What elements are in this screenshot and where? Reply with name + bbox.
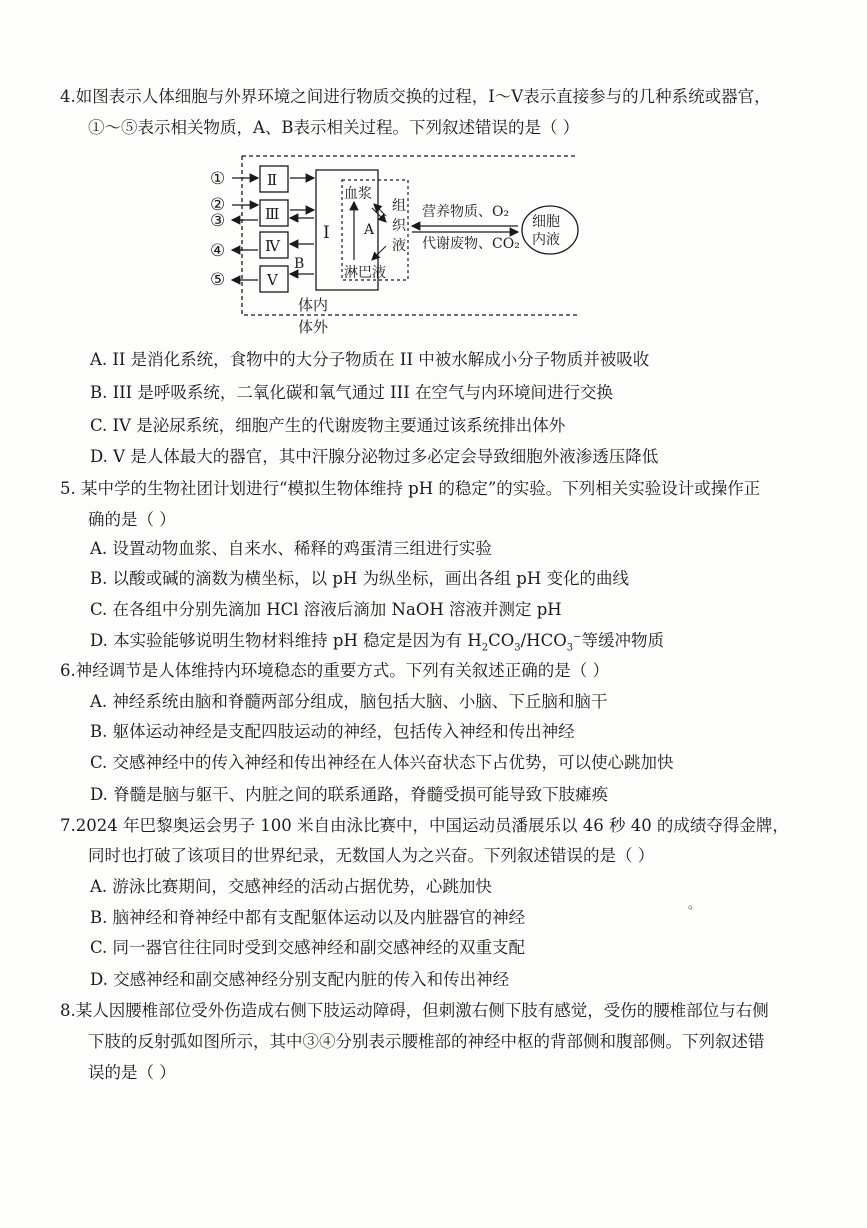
q8-stem-line2: 下肢的反射弧如图所示，其中③④分别表示腰椎部的神经中枢的背部侧和腹部侧。下列叙述错 xyxy=(88,1032,765,1051)
marker-2: ② xyxy=(210,195,226,215)
cell-fluid-2: 内液 xyxy=(532,232,560,248)
q5-option-c: C. 在各组中分别先滴加 HCl 溶液后滴加 NaOH 溶液并测定 pH xyxy=(90,600,562,619)
q6-option-d: D. 脊髓是脑与躯干、内脏之间的联系通路，脊髓受损可能导致下肢瘫痪 xyxy=(90,785,609,804)
q4-option-b: B. III 是呼吸系统，二氧化碳和氧气通过 III 在空气与内环境间进行交换 xyxy=(90,383,613,402)
q5-stem-line1: 5. 某中学的生物社团计划进行“模拟生物体维持 pH 的稳定”的实验。下列相关实验设计或操作正 xyxy=(60,479,761,498)
inside-label: 体内 xyxy=(298,296,329,314)
marker-4: ④ xyxy=(210,241,226,261)
q5-option-b: B. 以酸或碱的滴数为横坐标，以 pH 为纵坐标，画出各组 pH 变化的曲线 xyxy=(90,569,629,588)
q7-option-a: A. 游泳比赛期间，交感神经的活动占据优势，心跳加快 xyxy=(90,877,492,896)
q5-stem-line2: 确的是（ ） xyxy=(88,510,176,529)
q6-option-a: A. 神经系统由脑和脊髓两部分组成，脑包括大脑、小脑、下丘脑和脑干 xyxy=(90,692,608,711)
marker-5: ⑤ xyxy=(210,270,226,290)
q4-option-c: C. IV 是泌尿系统，细胞产生的代谢废物主要通过该系统排出体外 xyxy=(90,416,566,435)
marker-3: ③ xyxy=(210,211,226,231)
label-A: A xyxy=(364,222,375,238)
label-B: B xyxy=(294,256,305,272)
plasma-label: 血浆 xyxy=(344,186,372,202)
box-V-label: Ⅴ xyxy=(267,271,278,289)
q6-stem: 6.神经调节是人体维持内环境稳态的重要方式。下列有关叙述正确的是（ ） xyxy=(60,661,609,680)
box-II-label: Ⅱ xyxy=(267,171,278,189)
substance-markers xyxy=(210,169,225,290)
box-IV-label: Ⅳ xyxy=(265,237,280,255)
outside-label: 体外 xyxy=(298,318,329,336)
box-III-label: Ⅲ xyxy=(265,205,280,223)
q4-stem-line1: 4.如图表示人体细胞与外界环境之间进行物质交换的过程，Ⅰ～Ⅴ表示直接参与的几种系统或器官， xyxy=(60,87,771,106)
tissue-fluid-1: 组 xyxy=(392,198,406,214)
q7-option-d: D. 交感神经和副交感神经分别支配内脏的传入和传出神经 xyxy=(90,970,510,989)
tissue-fluid-3: 液 xyxy=(392,238,406,254)
q7-option-b: B. 脑神经和脊神经中都有支配躯体运动以及内脏器官的神经 xyxy=(90,908,526,927)
q7-stem-line2: 同时也打破了该项目的世界纪录，无数国人为之兴奋。下列叙述错误的是（ ） xyxy=(88,846,655,865)
stray-mark: 。 xyxy=(688,897,701,911)
nutrients-label: 营养物质、O₂ xyxy=(422,204,510,220)
waste-label: 代谢废物、CO₂ xyxy=(422,236,520,252)
q4-exchange-diagram xyxy=(200,150,620,340)
q4-stem-line2: ①～⑤表示相关物质，A、B表示相关过程。下列叙述错误的是（ ） xyxy=(88,118,580,137)
q4-option-a: A. II 是消化系统，食物中的大分子物质在 II 中被水解成小分子物质并被吸收 xyxy=(90,350,650,369)
lymph-label: 淋巴液 xyxy=(344,265,386,281)
q6-option-b: B. 躯体运动神经是支配四肢运动的神经，包括传入神经和传出神经 xyxy=(90,722,575,741)
q5-option-d: D. 本实验能够说明生物材料维持 pH 稳定是因为有 $H_2CO_3/HCO_3^-$等缓冲物质 xyxy=(90,631,664,654)
q8-stem-line1: 8.某人因腰椎部位受外伤造成右侧下肢运动障碍，但刺激右侧下肢有感觉，受伤的腰椎部位与右侧 xyxy=(60,1001,769,1020)
q8-stem-line3: 误的是（ ） xyxy=(88,1063,176,1082)
q7-stem-line1: 7.2024 年巴黎奥运会男子 100 米自由泳比赛中，中国运动员潘展乐以 46 秒 40 的成绩夺得金牌， xyxy=(60,816,789,835)
q5-option-a: A. 设置动物血浆、自来水、稀释的鸡蛋清三组进行实验 xyxy=(90,539,492,558)
box-I-label: Ⅰ xyxy=(323,223,330,243)
q6-option-c: C. 交感神经中的传入神经和传出神经在人体兴奋状态下占优势，可以使心跳加快 xyxy=(90,753,674,772)
q4-option-d: D. V 是人体最大的器官，其中汗腺分泌物过多必定会导致细胞外液渗透压降低 xyxy=(90,447,659,466)
body-boundary-dashed xyxy=(242,156,578,315)
tissue-fluid-2: 织 xyxy=(392,218,406,234)
q7-option-c: C. 同一器官往往同时受到交感神经和副交感神经的双重支配 xyxy=(90,938,526,957)
cell-fluid-1: 细胞 xyxy=(532,214,560,230)
marker-1: ① xyxy=(210,169,226,189)
